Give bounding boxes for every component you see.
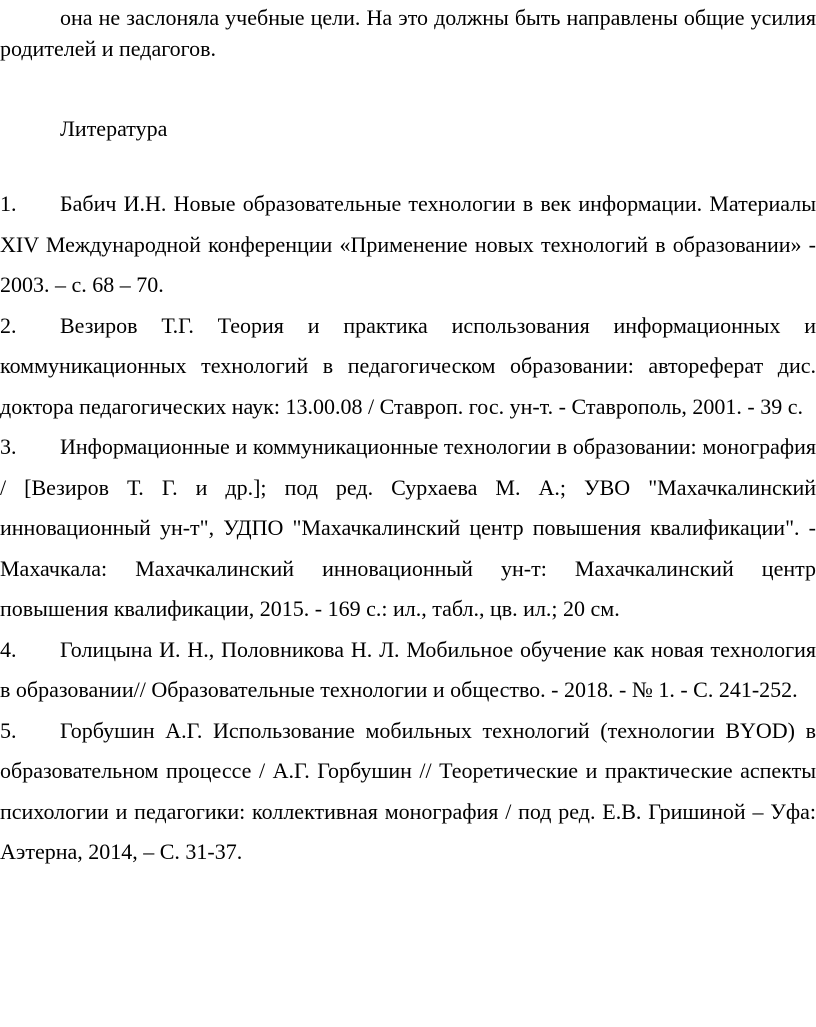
reference-text: Голицына И. Н., Половникова Н. Л. Мобильное обучение как новая технология в образовании// Образовательные технологии и общество. - 2018. - № 1. - С. 241-252. — [0, 636, 816, 702]
reference-item — [0, 630, 816, 711]
reference-number: 2. — [0, 312, 17, 338]
reference-text: Горбушин А.Г. Использование мобильных технологий (технологии BYOD) в образовательном процессе / А.Г. Горбушин // Теоретические и практические аспекты психологии и педагогики: коллективная монография / под ред. Е.В. Гришиной – Уфа: Аэтерна, 2014, – С. 31-37. — [0, 717, 816, 864]
reference-item — [0, 427, 816, 630]
literature-heading: Литература — [60, 116, 168, 141]
reference-list — [0, 184, 816, 873]
reference-number: 4. — [0, 636, 17, 662]
reference-number: 1. — [0, 191, 17, 216]
intro-paragraph: она не заслоняла учебные цели. На это должны быть направлены общие усилия родителей и педагогов. — [0, 5, 816, 61]
reference-number: 3. — [0, 434, 17, 459]
reference-item — [0, 306, 816, 428]
reference-item — [0, 711, 816, 873]
reference-item — [0, 184, 816, 306]
reference-text: Бабич И.Н. Новые образовательные технологии в век информации. Материалы XIV Международной конференции «Применение новых технологий в образовании» - 2003. – с. 68 – 70. — [0, 191, 816, 297]
reference-text: Информационные и коммуникационные технологии в образовании: монография / [Везиров Т. Г. и др.]; под ред. Сурхаева М. А.; УВО "Махачкалинский инновационный ун-т", УДПО "Махачкалинский центр повышения квалификации". - Махачкала: Махачкалинский инновационный ун-т: Махачкалинский центр повышения квалификации, 2015. - 169 с.: ил., табл., цв. ил.; 20 см. — [0, 434, 816, 621]
reference-number: 5. — [0, 717, 17, 743]
reference-text: Везиров Т.Г. Теория и практика использования информационных и коммуникационных технологий в педагогическом образовании: автореферат дис. доктора педагогических наук: 13.00.08 / Ставроп. гос. ун-т. - Ставрополь, 2001. - 39 с. — [0, 312, 816, 419]
